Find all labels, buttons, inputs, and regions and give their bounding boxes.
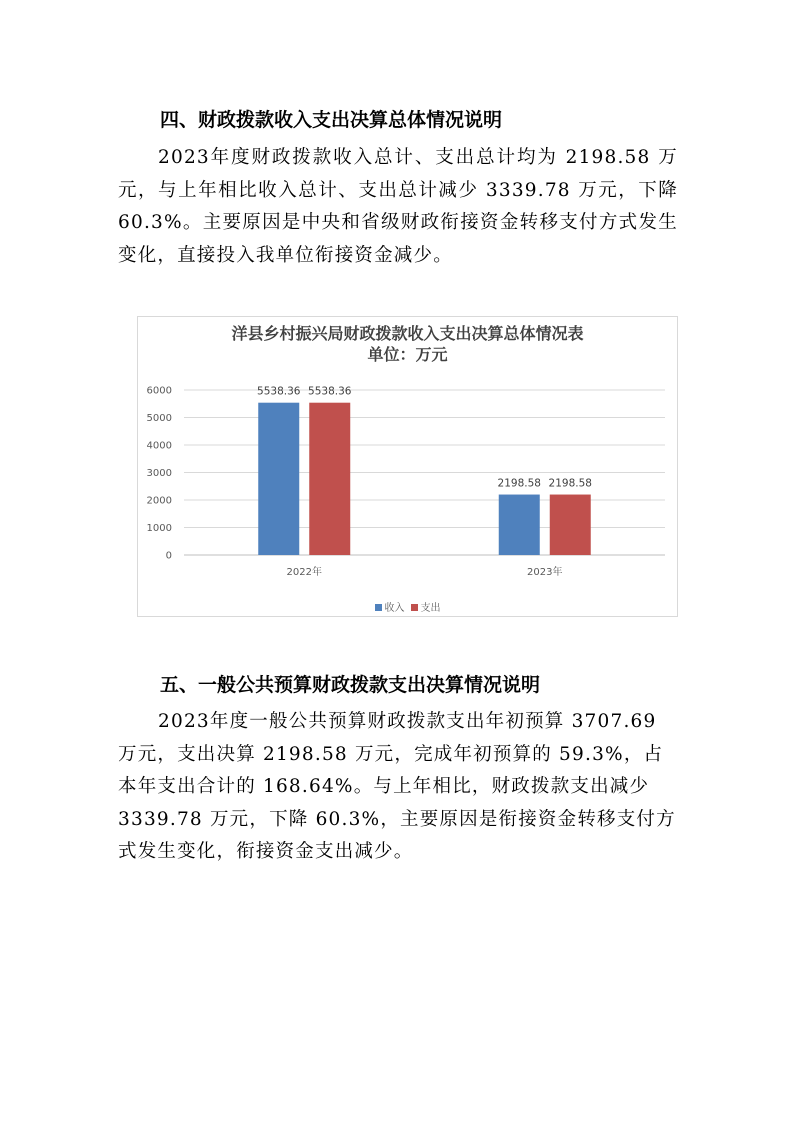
y-tick-label: 6000 xyxy=(146,385,172,397)
x-tick-label: 2023年 xyxy=(527,567,563,578)
bar-收入 xyxy=(499,495,540,555)
y-tick-label: 3000 xyxy=(146,468,172,479)
data-label: 2198.58 xyxy=(548,477,592,490)
chart-plot xyxy=(138,317,677,616)
section-5-paragraph: 2023年度一般公共预算财政拨款支出年初预算 3707.69 万元，支出决算 2198.58 万元，完成年初预算的 59.3%，占本年支出合计的 168.64%。与上年相比，财政拨款支出减少 3339.78 万元，下降 60.3%，主要原因是衔接资金转移支付方式发生变化，衔接资金支出减少。 xyxy=(118,711,676,862)
legend-swatch xyxy=(411,604,418,611)
chart-subtitle: 单位：万元 xyxy=(367,345,448,364)
budget-chart xyxy=(137,316,678,617)
bar-收入 xyxy=(258,403,299,555)
chart-legend xyxy=(138,599,677,614)
section-4-heading: 四、财政拨款收入支出决算总体情况说明 xyxy=(160,109,503,131)
y-tick-label: 2000 xyxy=(146,495,172,507)
legend-label: 收入 xyxy=(384,603,405,614)
legend-item xyxy=(411,599,441,614)
legend-label: 支出 xyxy=(420,603,441,614)
data-label: 5538.36 xyxy=(257,385,301,398)
y-tick-label: 4000 xyxy=(146,440,172,452)
y-tick-label: 0 xyxy=(165,550,172,562)
y-tick-label: 1000 xyxy=(146,523,172,534)
y-tick-label: 5000 xyxy=(146,413,172,424)
x-tick-label: 2022年 xyxy=(286,567,322,578)
data-label: 5538.36 xyxy=(308,385,352,398)
section-4-paragraph: 2023年度财政拨款收入总计、支出总计均为 2198.58 万元，与上年相比收入总计、支出总计减少 3339.78 万元，下降 60.3%。主要原因是中央和省级财政衔接资金转移支付方式发生变化，直接投入我单位衔接资金减少。 xyxy=(118,147,678,266)
bar-支出 xyxy=(309,403,350,555)
chart-title: 洋县乡村振兴局财政拨款收入支出决算总体情况表 xyxy=(231,324,584,343)
legend-swatch xyxy=(375,604,382,611)
data-label: 2198.58 xyxy=(497,477,541,490)
section-5-heading: 五、一般公共预算财政拨款支出决算情况说明 xyxy=(160,674,541,696)
legend-item xyxy=(375,599,405,614)
bar-支出 xyxy=(550,495,591,555)
